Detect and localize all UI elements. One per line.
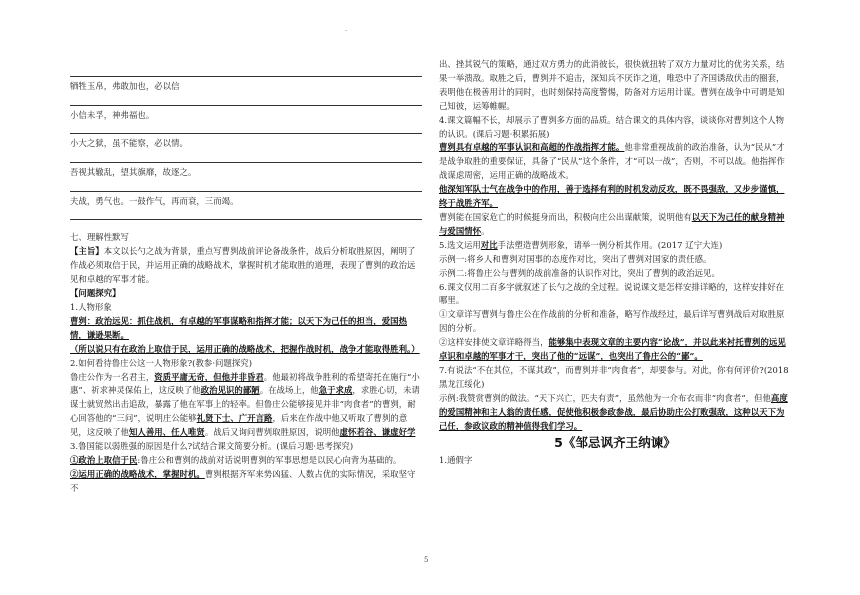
text-span: ，后来在作战中他又听取了曹刿的意见，这反映了他 [70,413,408,438]
question-6: 6.课文仅用二百多字就叙述了长勺之战的全过程。说说课文是怎样安排详略的，这样安排好在哪里。 [439,281,785,306]
theme-text: 本文以长勺之战为背景，重点写曹刿战前评论备战条件，战后分析取胜原因，阐明了作战必须取信于民，并运用正确的战略战术，掌握时机才能取胜的道理，表现了曹刿的政治远见和卓越的军事才能。 [70,246,416,285]
fill-line [70,133,422,162]
quote-line: 夫战，勇气也。一鼓作气，再而衰，三而竭。 [70,195,239,206]
quote-line: 小信未孚，神弗福也。 [70,109,155,120]
answer-5-example-2: 示例二:将鲁庄公与曹刿的战前准备的认识作对比，突出了曹刿的政治远见。 [439,267,720,278]
theme-paragraph [70,245,422,287]
answer-1-note: （所以说只有在政治上取信于民，运用正确的战略战术，把握作战时机，战争才能取得胜利。） [70,343,420,354]
answer-7 [439,392,791,434]
quote-line: 牺牲玉帛，弗敢加也，必以信 [70,81,180,91]
answer-3-continued: 出、挫其锐气的策略，通过双方勇力的此消彼长，很快就扭转了双方力量对比的优劣关系，结果一举溃敌。取胜之后，曹刿并不追击，深知兵不厌诈之道，唯恐中了齐国诱敌伏击的圈套，表明他在极善用计的同时，也时刻保持高度警惕，防备对方运用计谋。曹刿在战争中可谓是知己知彼，运筹帷幄。 [439,59,785,111]
text-span: 曹刿能在国家危亡的时候挺身而出，积极向庄公出谋献策，说明他有 [439,211,692,222]
text-span: 。他最初将战争胜利的希望寄托在施行“小惠”、祈求神灵保佑上，这反映了他 [70,371,420,396]
key-point: 曹刿具有卓越的军事认识和高超的作战指挥才能。 [439,142,625,153]
key-point: 对比 [480,239,498,250]
text-span: 手法塑造曹刿形象，请举一例分析其作用。(2017 辽宁大连) [497,239,723,250]
text-span: 他非常重视战前的政治准备，认为“民从”才是战争取胜的重要保证，具备了“民从”这个条件，才“可以一战”，否则，不可以战。他指挥作战谋虑周密，运用正确的战略战术。 [439,142,785,181]
question-explore-title: 【问题探究】 [70,288,121,299]
text-span: 示例:我赞赏曹刿的做法。“天下兴亡，匹夫有责”，虽然他为一介布衣而非“肉食者”，但他 [439,392,771,403]
key-point: 政治见识的鄙陋 [200,385,260,396]
answer-5-example-1: 示例一:将乡人和曹刿对国事的态度作对比，突出了曹刿对国家的责任感。 [439,253,712,264]
text-span: 曹刿根据齐军来势凶猛、人数占优的实际情况，采取坚守不 [70,468,416,493]
key-point: 能够集中表现文章的主要内容“论战”，并以此来衬托曹刿的远见卓识和卓越的军事才干，突出了他的“远谋”，也突出了鲁庄公的“鄙”。 [439,337,786,362]
theme-label: 【主旨】 [70,246,104,257]
text-span: 5.选文运用 [439,239,481,250]
key-point: ①政治上取信于民 [70,454,138,465]
question-4: 4.课文篇幅不长，却展示了曹刿多方面的品质。结合课文的具体内容，谈谈你对曹刿这个人物的认识。(课后习题·积累拓展) [439,114,785,139]
subsection-title: 1.通假字 [439,455,473,466]
fill-line [70,162,422,191]
key-point: 高度的爱国精神和主人翁的责任感，促使他积极参政参战，最后协助庄公打败强敌，这种以天下为己任，参政议政的精神值得我们学习。 [439,392,788,431]
key-point: 急于求成 [318,385,353,396]
quote-line: 吾视其辙乱，望其旗靡，故逐之。 [70,167,197,178]
answer-4-part-2: 他深知军队士气在战争中的作用，善于选择有利的时机发动反攻，既不畏强敌，又步步谨慎，终于战胜齐军。 [439,184,785,209]
key-point: ②运用正确的战略战术，掌握时机。 [70,468,205,479]
question-7: 7.有说法“不在其位，不谋其政”，而曹刿并非“肉食者”，却要参与。对此，你有何评价?(2018 黑龙江绥化) [439,364,789,389]
left-column [70,76,422,496]
answer-4-part-1 [439,141,791,183]
answer-3-part-1 [70,454,422,468]
answer-4-part-3 [439,211,791,239]
key-point: 知人善用、任人唯贤 [128,427,205,438]
answer-3-part-2 [70,468,422,496]
answer-6-part-1: ①文章详写曹刿与鲁庄公在作战前的分析和准备，略写作战经过，最后详写曹刿战后对取胜原因的分析。 [439,309,785,334]
question-2: 2.如何看待鲁庄公这一人物形象?(教参·问题探究) [70,357,253,368]
page-number: 5 [424,556,429,564]
text-span: :鲁庄公和曹刿的战前对话说明曹刿的军事思想是以民心向背为基础的。 [137,454,402,465]
section-title: 七、理解性默写 [70,232,129,243]
answer-1: 曹刿：政治远见：抓住战机，有卓越的军事谋略和指挥才能；以天下为己任的担当，爱国热情，谦逊果断。 [70,315,407,340]
fill-line [70,219,422,231]
header-dot: · [345,27,348,35]
question-1: 1.人物形象 [70,301,112,312]
lesson-heading: 5《邹忌讽齐王纳谏》 [554,435,676,451]
answer-6-part-2 [439,336,791,364]
key-point: 虚怀若谷、谦虚好学 [339,427,416,438]
key-point: 资质平庸无奇，但他并非昏君 [154,371,264,382]
question-5 [439,239,791,253]
text-span: 鲁庄公作为一名君主， [70,371,155,382]
text-span: 。在战场上，他 [259,385,319,396]
text-span: 。 [481,225,490,236]
text-span: ②这样安排使文章详略得当， [439,337,549,348]
quote-line: 小大之狱，虽不能察，必以情。 [70,138,188,149]
key-point: 以天下为己任的献身精神与爱国情怀 [439,211,785,236]
key-point: 礼贤下士、广开言路 [196,413,273,424]
fill-line [70,76,422,105]
fill-line [70,105,422,134]
text-span: 。战后又询问曹刿取胜原因，说明他 [204,427,340,438]
fill-line [70,191,422,220]
answer-2 [70,371,422,441]
right-column [439,58,791,468]
question-3: 3.鲁国能以弱胜强的原因是什么?试结合课文简要分析。(课后习题·思考探究) [70,441,354,452]
text-span: ，求胜心切，未请谋士就贸然出击追敌，暴露了他在军事上的轻率。但鲁庄公能够接见并非“肉食者”的曹刿，耐心回答他的“三问”，说明庄公能够 [70,385,420,424]
